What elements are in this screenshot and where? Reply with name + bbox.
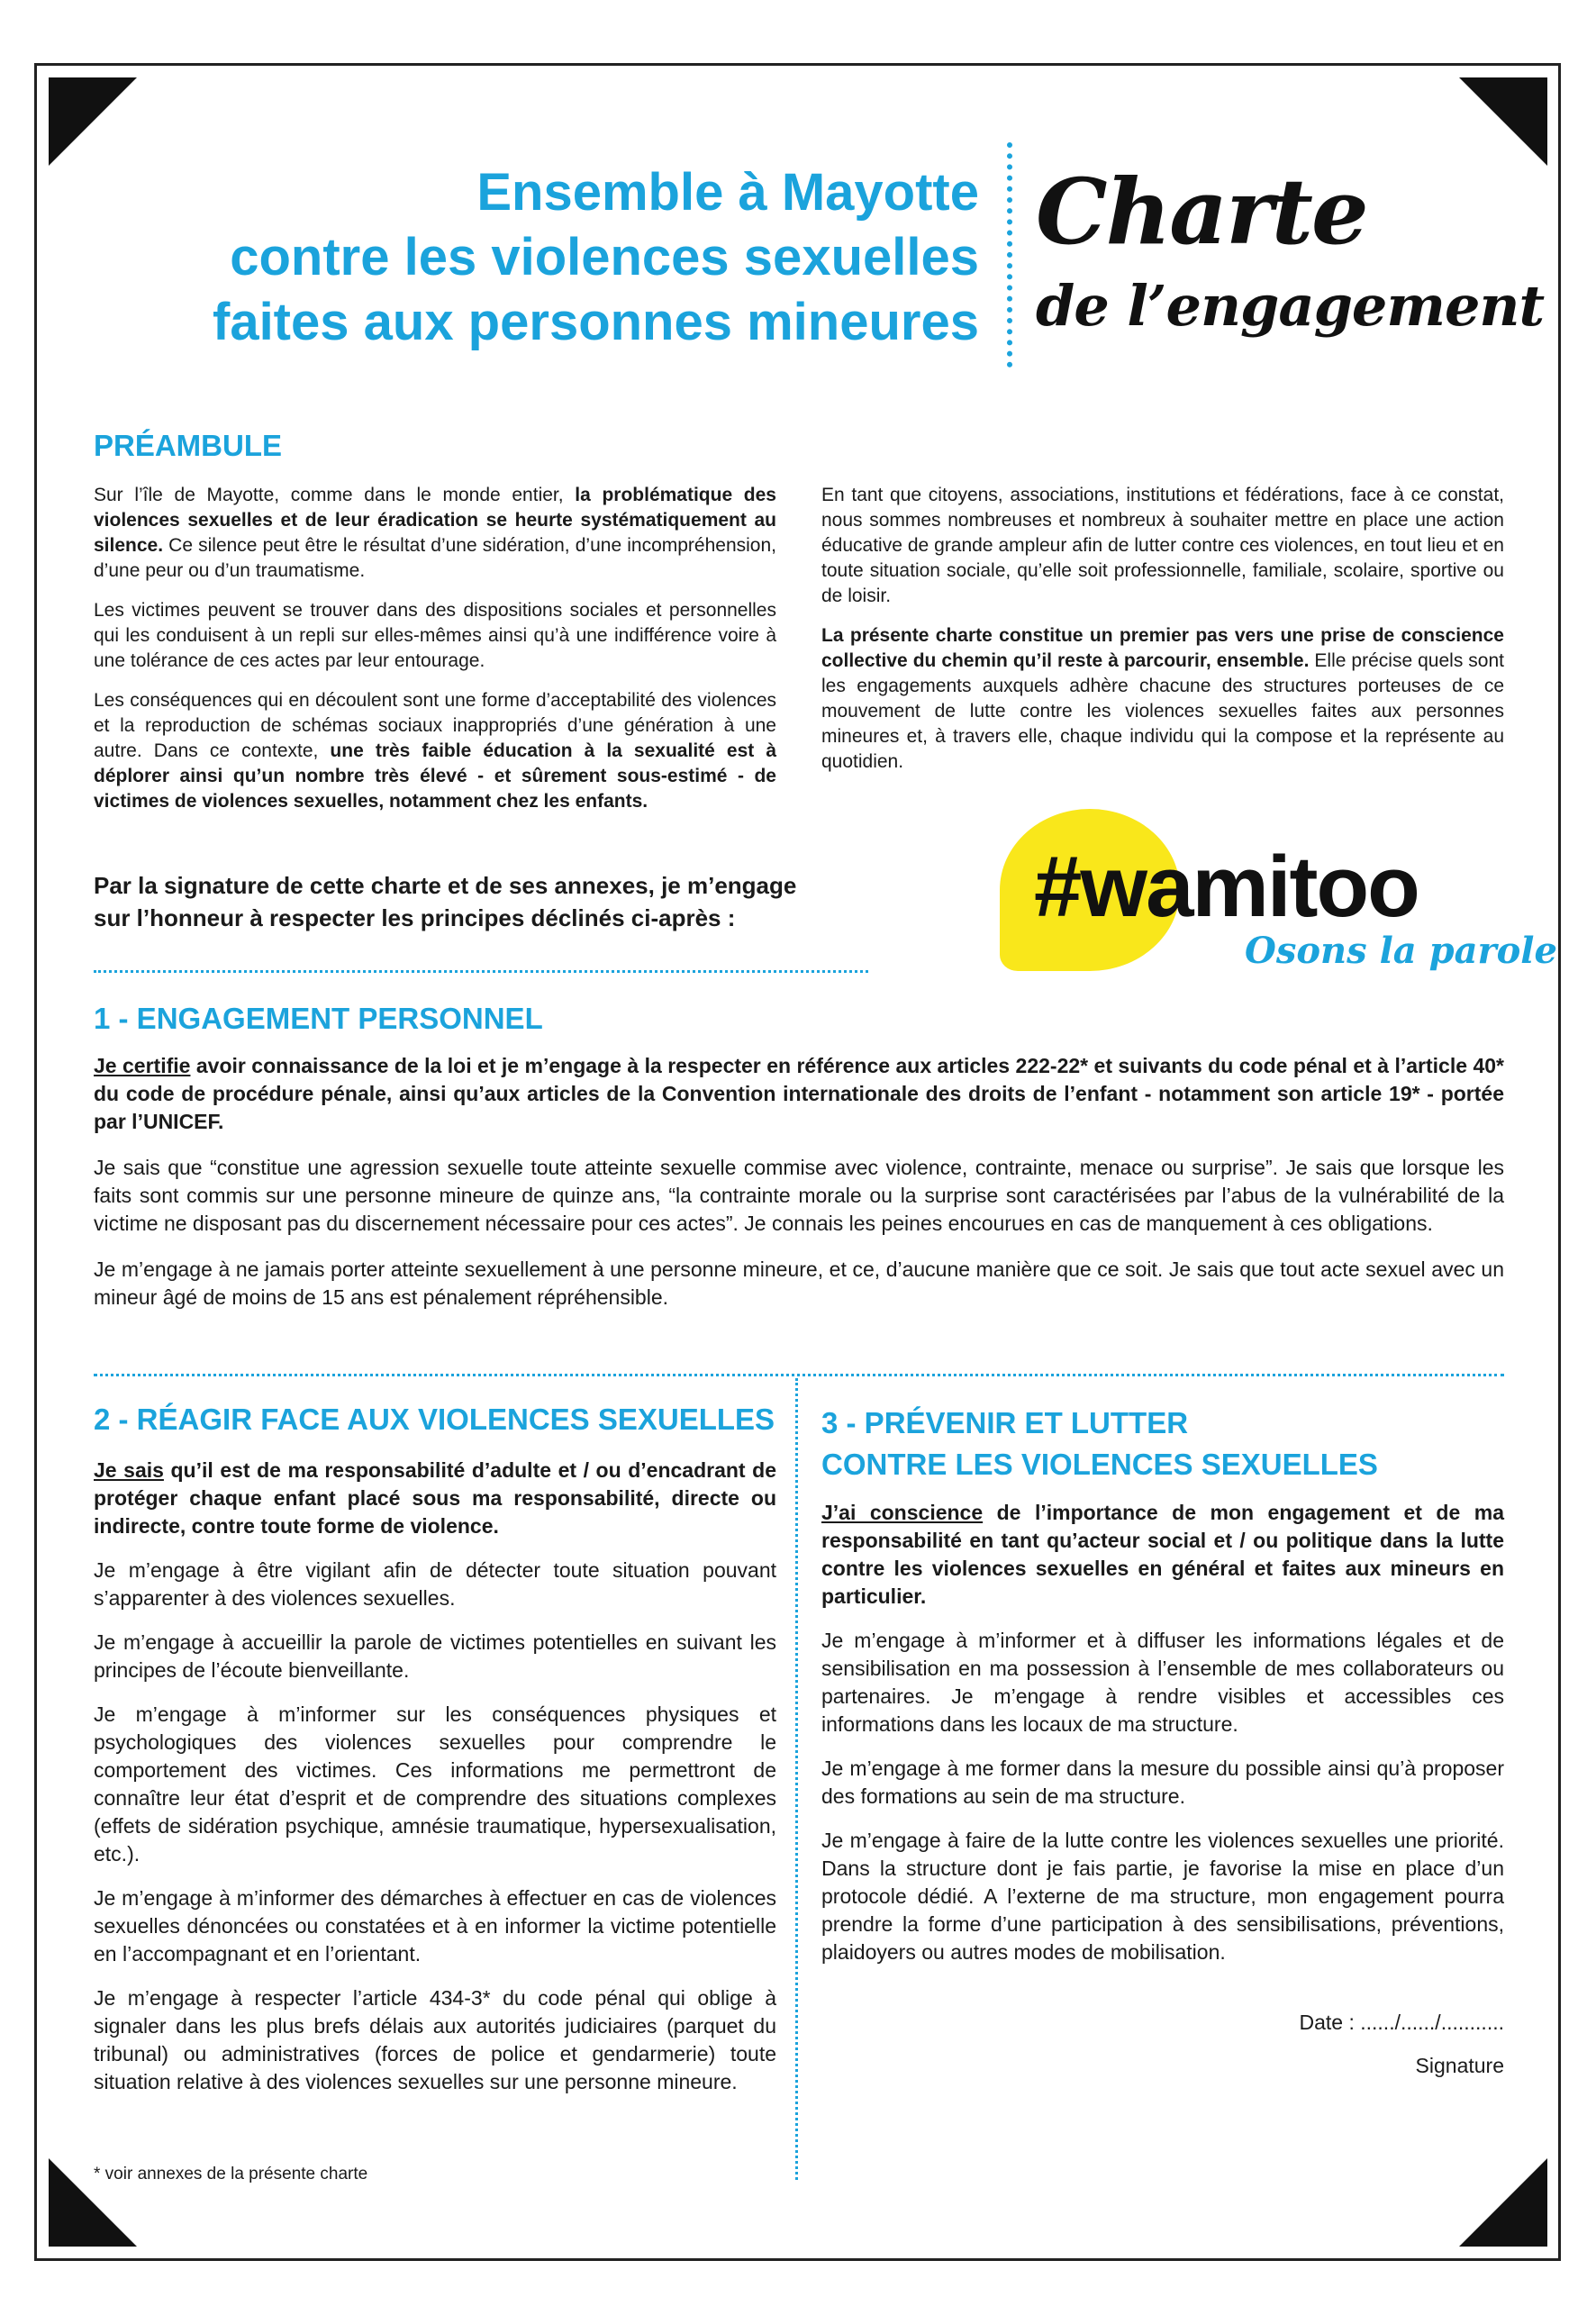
section3-paragraph: Je m’engage à m’informer et à diffuser les informations légales et de sensibilisation en ma possession à l’ensemble de mes collaborateurs ou partenaires. Je m’engage à rendre visibles et accessibles ces informations dans les locaux de ma structure. xyxy=(821,1629,1504,1736)
title-line-3: faites aux personnes mineures xyxy=(213,293,979,351)
section2-body xyxy=(94,1457,776,2112)
section2-title: 2 - RÉAGIR FACE AUX VIOLENCES SEXUELLES xyxy=(94,1403,775,1436)
corner-top-left xyxy=(49,77,137,166)
section1-title: 1 - ENGAGEMENT PERSONNEL xyxy=(94,1002,543,1035)
underlined-text: Je sais xyxy=(94,1458,164,1482)
pledge-line-1: Par la signature de cette charte et de ses annexes, je m’engage xyxy=(94,872,797,899)
engagement-word: de l’engagement xyxy=(1036,273,1545,339)
section2-paragraph: Je m’engage à m’informer sur les conséquences physiques et psychologiques des violences sexuelles pour comprendre le comportement des victimes. Ces informations me permettront de connaître leur état d’esprit et de comprendre des situations complexes (effets de sidération psychique, amnésie traumatique, hypersexualisation, etc.). xyxy=(94,1702,776,1866)
corner-top-right xyxy=(1459,77,1547,166)
preamble-paragraph: Les victimes peuvent se trouver dans des dispositions sociales et personnelles qui les conduisent à un repli sur elles-mêmes ainsi qu’à une indifférence voire à une tolérance de ces actes par leur entourage. xyxy=(94,600,776,671)
section3-paragraph: Je m’engage à faire de la lutte contre les violences sexuelles une priorité. Dans la structure dont je fais partie, je favorise la mise en place d’un protocole dédié. A l’externe de ma structure, mon engagement pourra prendre la forme d’une participation à des sensibilisations, préventions, plaidoyers ou autres modes de mobilisation. xyxy=(821,1829,1504,1964)
column-separator xyxy=(795,1378,798,2180)
header-separator xyxy=(1007,142,1012,368)
preamble-right-column xyxy=(821,483,1504,789)
preamble-paragraph xyxy=(94,688,776,814)
logo-slogan: Osons la parole xyxy=(1245,930,1557,972)
text: Sur l’île de Mayotte, comme dans le monde entier, xyxy=(94,485,576,505)
text: Les conséquences qui en découlent sont une forme d’acceptabilité des violences et la reproduction de schémas sociaux inappropriés d’une génération à une autre. Dans ce contexte, xyxy=(94,690,776,761)
preamble-left-column xyxy=(94,483,776,829)
pledge-statement xyxy=(94,869,796,934)
bold-text: avoir connaissance de la loi et je m’engage à la respecter en référence aux articles 222-22* et suivants du code pénal et à l’article 40* du code de procédure pénale, ainsi qu’aux articles de la Convention internationale des droits de l’enfant - notamment son article 19* - portée par l’UNICEF. xyxy=(94,1054,1504,1133)
section-divider xyxy=(94,1374,1504,1376)
section3-paragraph xyxy=(821,1499,1504,1611)
underlined-text: J’ai conscience xyxy=(821,1501,984,1524)
date-field[interactable]: Date : ....../....../........... xyxy=(1299,2011,1504,2034)
text: Ce silence peut être le résultat d’une sidération, d’une incompréhension, d’une peur ou d’un traumatisme. xyxy=(94,535,776,581)
preamble-paragraph xyxy=(94,483,776,584)
underlined-text: Je certifie xyxy=(94,1054,191,1077)
section1-body xyxy=(94,1052,1504,1330)
section2-paragraph: Je m’engage à m’informer des démarches à effectuer en cas de violences sexuelles dénoncées ou constatées et à en informer la victime potentielle en l’accompagnant et en l’orientant. xyxy=(94,1886,776,1966)
section1-paragraph xyxy=(94,1052,1504,1136)
pledge-line-2: sur l’honneur à respecter les principes déclinés ci-après : xyxy=(94,904,736,931)
title-line-2: contre les violences sexuelles xyxy=(230,228,979,286)
corner-bottom-right xyxy=(1459,2158,1547,2247)
section1-paragraph: Je m’engage à ne jamais porter atteinte sexuellement à une personne mineure, et ce, d’aucune manière que ce soit. Je sais que tout acte sexuel avec un mineur âgé de moins de 15 ans est pénalement répréhensible. xyxy=(94,1257,1504,1309)
charter-word: Charte xyxy=(1036,159,1367,265)
bold-text: La présente charte constitue un premier pas vers une prise de conscience collective du chemin qu’il reste à parcourir, ensemble. xyxy=(821,625,1504,671)
preamble-paragraph: En tant que citoyens, associations, institutions et fédérations, face à ce constat, nous sommes nombreuses et nombreux à souhaiter mettre en place une action éducative de grande ampleur afin de lutter contre ces violences, en tout lieu et en toute situation sociale, qu’elle soit professionnelle, familiale, scolaire, sportive ou de loisir. xyxy=(821,485,1504,606)
text: Elle précise quels sont les engagements auxquels adhère chacune des structures porteuses de ce mouvement de lutte contre les violences sexuelles faites aux personnes mineures et, à travers elle, chaque individu qui la compose et la représente au quotidien. xyxy=(821,650,1504,772)
section2-paragraph xyxy=(94,1457,776,1540)
charter-heading xyxy=(1036,159,1545,342)
title-line-1: Ensemble à Mayotte xyxy=(476,163,979,222)
bold-text: de l’importance de mon engagement et de ma responsabilité en tant qu’acteur social et / ou politique dans la lutte contre les violences sexuelles en général et faites aux mineurs en particulier. xyxy=(821,1501,1504,1608)
section2-paragraph: Je m’engage à accueillir la parole de victimes potentielles en suivant les principes de l’écoute bienveillante. xyxy=(94,1630,776,1682)
preamble-paragraph xyxy=(821,623,1504,775)
preamble-title: PRÉAMBULE xyxy=(94,429,283,462)
bold-text: la problématique des violences sexuelles et de leur éradication se heurte systématiquement au silence. xyxy=(94,485,776,556)
bold-text: une très faible éducation à la sexualité est à déplorer ainsi qu’un nombre très élevé - et sûrement sous-estimé - de victimes de violences sexuelles, notamment chez les enfants. xyxy=(94,740,776,812)
section3-title-line-2: CONTRE LES VIOLENCES SEXUELLES xyxy=(821,1448,1378,1481)
signature-label: Signature xyxy=(1415,2054,1504,2077)
section3-title-line-1: 3 - PRÉVENIR ET LUTTER xyxy=(821,1406,1189,1439)
section1-paragraph: Je sais que “constitue une agression sexuelle toute atteinte sexuelle commise avec violence, contrainte, menace ou surprise”. Je sais que lorsque les faits sont commis sur une personne mineure de quinze ans, “la contrainte morale ou la surprise sont caractérisées par l’abus de la vulnérabilité de la victime ne disposant pas du discernement nécessaire pour ces actes”. Je connais les peines encourues en cas de manquement à ces obligations. xyxy=(94,1156,1504,1235)
section3-title xyxy=(821,1403,1378,1485)
section2-paragraph: Je m’engage à respecter l’article 434-3* du code pénal qui oblige à signaler dans les plus brefs délais aux autorités judiciaires (parquet du tribunal) ou administratives (forces de police et gendarmerie) toute situation relative à des violences sexuelles sur une personne mineure. xyxy=(94,1986,776,2093)
section3-paragraph: Je m’engage à me former dans la mesure du possible ainsi qu’à proposer des formations au sein de ma structure. xyxy=(821,1757,1504,1808)
page-title xyxy=(213,160,979,355)
footnote: * voir annexes de la présente charte xyxy=(94,2165,368,2183)
section2-paragraph: Je m’engage à être vigilant afin de détecter toute situation pouvant s’apparenter à des violences sexuelles. xyxy=(94,1558,776,1610)
pledge-divider xyxy=(94,970,868,973)
wamitoo-logo: #wamitoo xyxy=(1034,839,1419,935)
section3-body xyxy=(821,1499,1504,1983)
bold-text: qu’il est de ma responsabilité d’adulte et / ou d’encadrant de protéger chaque enfant placé sous ma responsabilité, directe ou indirecte, contre toute forme de violence. xyxy=(94,1458,776,1538)
